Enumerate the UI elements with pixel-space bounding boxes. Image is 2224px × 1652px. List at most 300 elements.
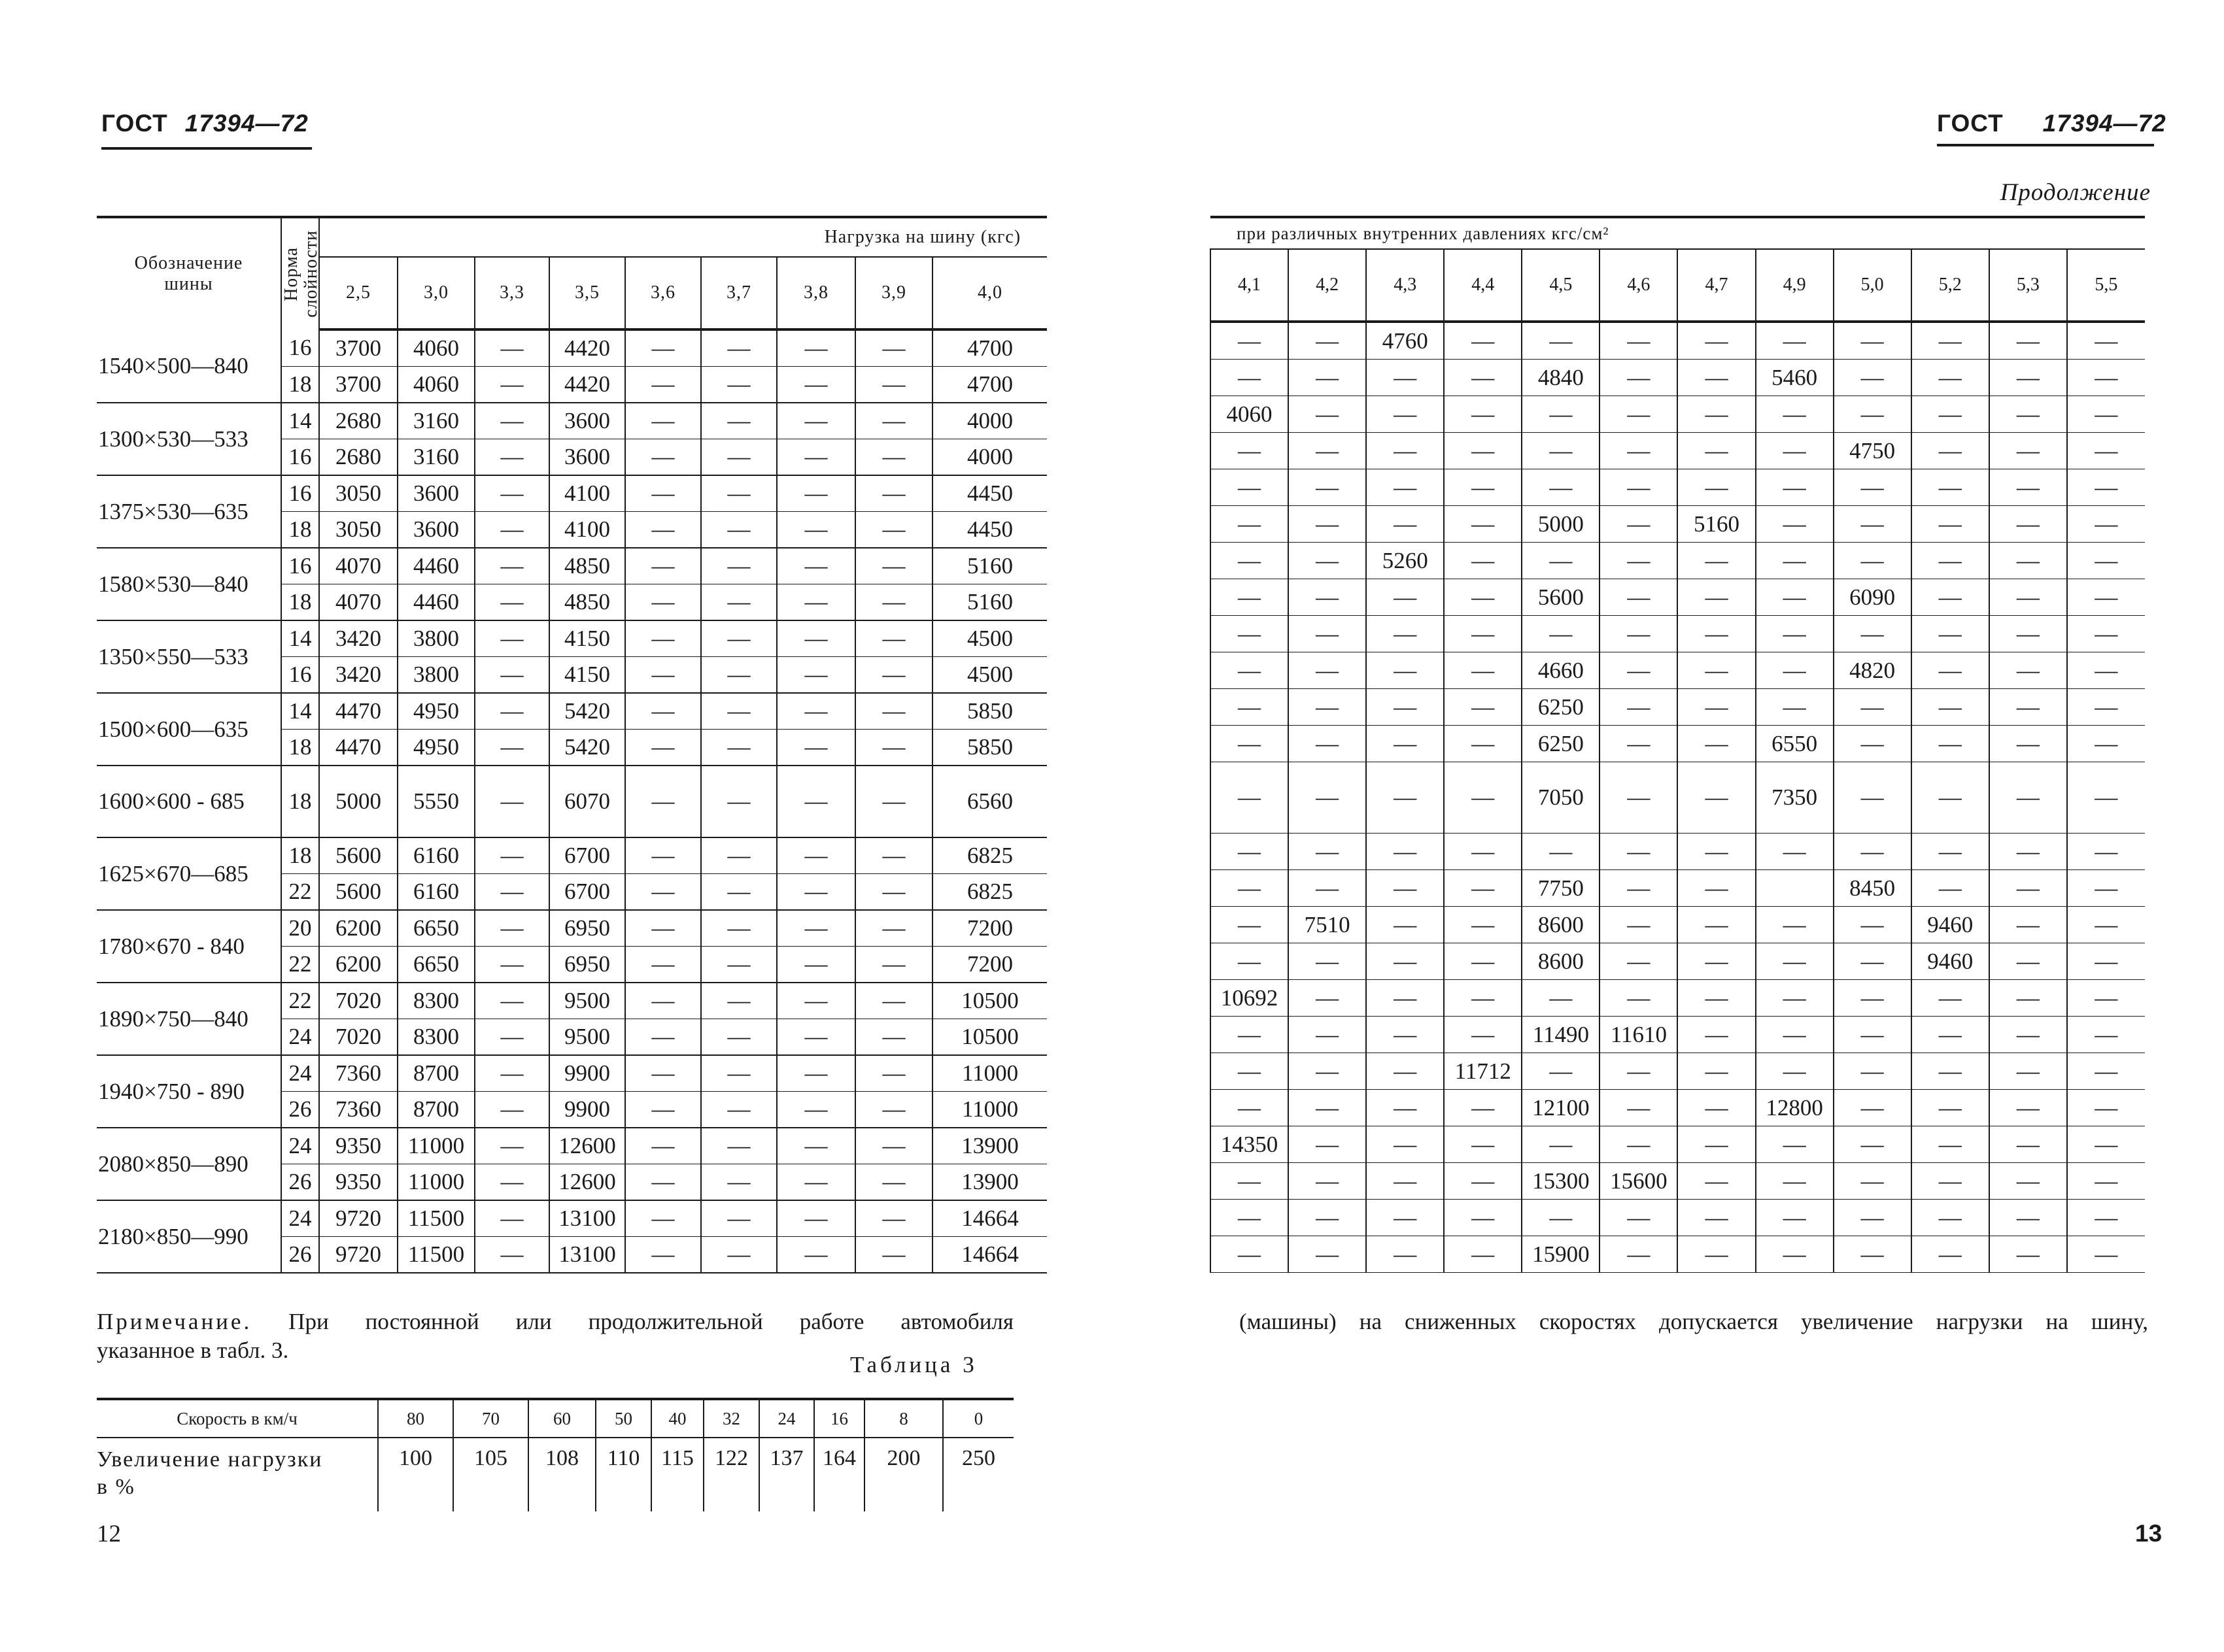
load-value: —	[701, 1055, 777, 1092]
load-value: —	[1911, 762, 1989, 834]
load-value: —	[777, 1237, 855, 1273]
pressure-caption: при различных внутренних давлениях кгс/см²	[1210, 217, 2145, 249]
load-value: 15600	[1600, 1163, 1677, 1200]
load-value: 4100	[549, 475, 625, 512]
load-value: —	[1366, 1053, 1444, 1090]
load-value: 3050	[319, 512, 398, 548]
increase-value: 110	[596, 1438, 651, 1511]
tire-designation: 1600×600 - 685	[97, 766, 281, 837]
load-value: —	[1600, 907, 1677, 943]
ply-rating: 24	[281, 1200, 319, 1237]
load-value: —	[1677, 726, 1755, 762]
load-value: —	[701, 910, 777, 947]
tire-designation: 1500×600—635	[97, 693, 281, 766]
load-value: —	[475, 403, 549, 439]
load-value: 4460	[398, 584, 475, 621]
load-value: —	[475, 1164, 549, 1201]
load-value: —	[701, 947, 777, 983]
load-value: —	[1989, 616, 2067, 652]
load-value: —	[625, 837, 701, 874]
load-value: —	[1366, 689, 1444, 726]
load-value: —	[1989, 579, 2067, 616]
load-value: —	[1756, 1200, 1834, 1236]
tire-designation: 1625×670—685	[97, 837, 281, 910]
load-value: —	[1366, 579, 1444, 616]
load-value: —	[777, 1019, 855, 1056]
load-value: —	[1366, 433, 1444, 469]
load-value: —	[855, 766, 932, 837]
load-value: —	[475, 874, 549, 911]
load-value: —	[475, 730, 549, 766]
load-value: 6250	[1522, 689, 1600, 726]
tire-designation: 1540×500—840	[97, 329, 281, 403]
ply-rating: 26	[281, 1237, 319, 1273]
load-value: —	[1288, 1126, 1366, 1163]
load-value: —	[855, 439, 932, 476]
load-value: —	[625, 910, 701, 947]
load-value: 3600	[398, 475, 475, 512]
header-prefix: ГОСТ	[1937, 110, 2004, 137]
pressure-header: 5,5	[2067, 249, 2145, 322]
load-value: —	[1522, 1053, 1600, 1090]
load-value: —	[625, 1055, 701, 1092]
load-value: —	[1366, 616, 1444, 652]
load-value: 6825	[932, 874, 1047, 911]
load-value: 5000	[1522, 506, 1600, 543]
load-value: —	[475, 512, 549, 548]
load-value: —	[777, 475, 855, 512]
load-value: —	[777, 693, 855, 730]
load-value: —	[1210, 543, 1288, 579]
load-value: —	[1210, 1236, 1288, 1273]
pressure-header: 3,7	[701, 257, 777, 329]
increase-value: 105	[453, 1438, 528, 1511]
load-value: 5850	[932, 730, 1047, 766]
load-value: —	[1210, 726, 1288, 762]
load-value: 2680	[319, 403, 398, 439]
pressure-header: 5,0	[1834, 249, 1911, 322]
ply-rating: 26	[281, 1164, 319, 1201]
table-row	[1210, 1236, 2145, 1273]
table-row	[1210, 870, 2145, 907]
load-value: —	[855, 947, 932, 983]
table-row	[1210, 689, 2145, 726]
load-value: —	[1366, 1017, 1444, 1053]
speed-value: 70	[453, 1399, 528, 1438]
load-value: 5460	[1756, 360, 1834, 396]
increase-value: 108	[528, 1438, 596, 1511]
load-value: —	[777, 766, 855, 837]
table-row	[1210, 433, 2145, 469]
load-value: —	[1288, 396, 1366, 433]
load-value: —	[1210, 1163, 1288, 1200]
load-value: —	[1444, 762, 1522, 834]
ply-rating: 26	[281, 1092, 319, 1128]
load-value: —	[1756, 1053, 1834, 1090]
ply-rating: 14	[281, 403, 319, 439]
load-value: 4060	[1210, 396, 1288, 433]
load-value: —	[1600, 1090, 1677, 1126]
table-row	[1210, 943, 2145, 980]
load-value: —	[1444, 433, 1522, 469]
increase-value: 250	[943, 1438, 1014, 1511]
load-value: —	[1366, 1163, 1444, 1200]
load-value: —	[1677, 907, 1755, 943]
load-value: —	[1444, 652, 1522, 689]
load-value: —	[1989, 1163, 2067, 1200]
load-value: —	[1288, 1200, 1366, 1236]
load-value: —	[1600, 543, 1677, 579]
load-value: —	[1366, 652, 1444, 689]
load-value: —	[701, 475, 777, 512]
load-value: —	[1366, 726, 1444, 762]
table-row	[1210, 469, 2145, 506]
note-label: Примечание.	[97, 1309, 252, 1334]
pressure-header: 4,3	[1366, 249, 1444, 322]
load-value: —	[1677, 980, 1755, 1017]
load-value: —	[625, 693, 701, 730]
load-value: —	[1756, 943, 1834, 980]
load-value: —	[1210, 1090, 1288, 1126]
load-value: —	[1444, 469, 1522, 506]
load-table-left	[97, 216, 1047, 1273]
tire-designation: 1580×530—840	[97, 548, 281, 620]
load-value: —	[1677, 469, 1755, 506]
load-value: 4700	[932, 367, 1047, 403]
table-row	[1210, 1090, 2145, 1126]
increase-label-text: Увеличение нагрузки в %	[97, 1447, 323, 1499]
pressure-header: 3,8	[777, 257, 855, 329]
load-value: —	[1444, 834, 1522, 870]
load-value: —	[1444, 726, 1522, 762]
load-value: —	[855, 584, 932, 621]
load-value: —	[475, 657, 549, 694]
load-value: —	[1677, 652, 1755, 689]
load-value: —	[1366, 1200, 1444, 1236]
load-value: 6700	[549, 837, 625, 874]
table-row	[1210, 360, 2145, 396]
load-value: —	[1834, 726, 1911, 762]
header-rule	[1937, 144, 2154, 146]
load-value: —	[1911, 322, 1989, 360]
increase-value: 115	[651, 1438, 704, 1511]
load-value: —	[777, 1200, 855, 1237]
ply-rating: 22	[281, 874, 319, 911]
load-value: 4000	[932, 403, 1047, 439]
load-value: 14664	[932, 1200, 1047, 1237]
load-value: —	[1600, 1200, 1677, 1236]
load-value: —	[855, 657, 932, 694]
table-row	[1210, 834, 2145, 870]
ply-rating: 24	[281, 1055, 319, 1092]
load-value: —	[1834, 396, 1911, 433]
load-value: —	[1911, 1200, 1989, 1236]
speed-value: 8	[864, 1399, 943, 1438]
load-value: 6160	[398, 874, 475, 911]
load-value: —	[1911, 1126, 1989, 1163]
load-value: —	[475, 1128, 549, 1164]
load-value: 12800	[1756, 1090, 1834, 1126]
load-value: 4100	[549, 512, 625, 548]
page-number: 13	[2135, 1520, 2163, 1547]
load-value: —	[475, 1019, 549, 1056]
load-value: 7360	[319, 1092, 398, 1128]
load-value: 11000	[398, 1164, 475, 1201]
load-value: 13900	[932, 1128, 1047, 1164]
ply-rating: 18	[281, 837, 319, 874]
load-value: —	[1911, 870, 1989, 907]
load-value: —	[1834, 506, 1911, 543]
speed-load-table	[97, 1398, 1014, 1511]
load-value: 9500	[549, 1019, 625, 1056]
load-value: —	[777, 1128, 855, 1164]
load-value: —	[1366, 762, 1444, 834]
load-value: —	[855, 693, 932, 730]
load-value: —	[475, 947, 549, 983]
load-value: —	[1677, 543, 1755, 579]
load-value: 7050	[1522, 762, 1600, 834]
load-value: —	[625, 1200, 701, 1237]
load-value: —	[475, 329, 549, 367]
load-value: 7020	[319, 1019, 398, 1056]
load-value: 6550	[1756, 726, 1834, 762]
load-value: —	[1522, 980, 1600, 1017]
load-value: —	[855, 548, 932, 584]
load-value: —	[1756, 506, 1834, 543]
load-value: —	[1288, 1236, 1366, 1273]
speed-value: 24	[759, 1399, 814, 1438]
load-value: —	[2067, 506, 2145, 543]
table-row	[97, 1200, 1047, 1237]
load-value: —	[625, 983, 701, 1019]
load-value: —	[1834, 834, 1911, 870]
table-row	[97, 620, 1047, 657]
load-value: —	[1600, 322, 1677, 360]
load-value: 4420	[549, 329, 625, 367]
load-value: —	[701, 730, 777, 766]
load-value: 9350	[319, 1164, 398, 1201]
load-value: —	[1989, 360, 2067, 396]
load-value: —	[1834, 616, 1911, 652]
load-value: 9900	[549, 1055, 625, 1092]
load-value: 4760	[1366, 322, 1444, 360]
speed-value: 60	[528, 1399, 596, 1438]
load-value: —	[1600, 506, 1677, 543]
load-value: —	[1989, 1126, 2067, 1163]
load-value: —	[777, 439, 855, 476]
load-value: 4460	[398, 548, 475, 584]
ply-rating-label: Норма слойности	[281, 230, 321, 318]
speed-value: 32	[704, 1399, 759, 1438]
ply-rating: 14	[281, 620, 319, 657]
load-value: —	[625, 730, 701, 766]
page-number: 12	[97, 1521, 121, 1547]
load-value: 4070	[319, 548, 398, 584]
load-value: —	[1834, 907, 1911, 943]
load-value: —	[1989, 1236, 2067, 1273]
load-value: —	[625, 947, 701, 983]
load-value: —	[2067, 1126, 2145, 1163]
load-value: —	[777, 947, 855, 983]
load-value: —	[1210, 652, 1288, 689]
load-value: —	[1756, 1126, 1834, 1163]
load-value: —	[1600, 689, 1677, 726]
load-value: 3420	[319, 620, 398, 657]
load-value: —	[1444, 689, 1522, 726]
load-value: 4850	[549, 548, 625, 584]
load-value: 4500	[932, 620, 1047, 657]
table-row	[1210, 1053, 2145, 1090]
load-value: —	[1210, 762, 1288, 834]
load-value: —	[1677, 360, 1755, 396]
load-value: 4950	[398, 693, 475, 730]
load-value: 5420	[549, 693, 625, 730]
load-value: —	[1989, 943, 2067, 980]
load-value: —	[1210, 322, 1288, 360]
load-value: —	[1210, 943, 1288, 980]
table-row	[1210, 543, 2145, 579]
load-value: —	[1444, 1126, 1522, 1163]
load-value: —	[2067, 616, 2145, 652]
load-value: 9720	[319, 1237, 398, 1273]
load-value: —	[1677, 1090, 1755, 1126]
table-row	[97, 548, 1047, 584]
load-value: —	[701, 1128, 777, 1164]
load-value: —	[1210, 579, 1288, 616]
load-value: —	[1834, 543, 1911, 579]
load-value: 3600	[398, 512, 475, 548]
load-value: —	[2067, 543, 2145, 579]
load-value: 7360	[319, 1055, 398, 1092]
load-value: —	[1444, 1163, 1522, 1200]
load-value: —	[475, 910, 549, 947]
load-value: —	[1366, 907, 1444, 943]
load-value: —	[777, 1164, 855, 1201]
load-value: —	[2067, 1163, 2145, 1200]
load-value: —	[1911, 726, 1989, 762]
load-value: —	[1522, 834, 1600, 870]
speed-value: 80	[378, 1399, 453, 1438]
increase-value: 100	[378, 1438, 453, 1511]
increase-value: 200	[864, 1438, 943, 1511]
load-value: —	[1989, 1090, 2067, 1126]
load-value: 6825	[932, 837, 1047, 874]
load-value: —	[1600, 396, 1677, 433]
load-value: 10500	[932, 983, 1047, 1019]
load-value: —	[855, 730, 932, 766]
load-value: —	[1366, 870, 1444, 907]
note-line-1: При постоянной или продолжительной работе автомобиля	[288, 1309, 1014, 1334]
load-value: —	[2067, 1017, 2145, 1053]
load-value: 4950	[398, 730, 475, 766]
load-value: —	[1677, 396, 1755, 433]
load-value: —	[777, 1055, 855, 1092]
load-value: —	[777, 910, 855, 947]
load-value: —	[1677, 834, 1755, 870]
load-value: 11500	[398, 1200, 475, 1237]
load-value: —	[1989, 907, 2067, 943]
load-value: —	[625, 766, 701, 837]
load-header: Нагрузка на шину (кгс)	[319, 217, 1047, 257]
load-value: —	[1366, 360, 1444, 396]
load-value: 8450	[1834, 870, 1911, 907]
load-value: —	[1756, 469, 1834, 506]
load-value: —	[2067, 1053, 2145, 1090]
table-row	[97, 766, 1047, 837]
ply-rating: 18	[281, 766, 319, 837]
tire-designation: 1890×750—840	[97, 983, 281, 1055]
load-value: —	[777, 620, 855, 657]
load-value: —	[1288, 543, 1366, 579]
load-value: —	[1989, 834, 2067, 870]
load-value: —	[1444, 543, 1522, 579]
load-value: —	[1989, 1053, 2067, 1090]
pressure-header: 4,5	[1522, 249, 1600, 322]
load-value: —	[701, 403, 777, 439]
load-value: —	[475, 475, 549, 512]
note-line-2: указанное в табл. 3.	[97, 1338, 289, 1363]
load-value: —	[1756, 834, 1834, 870]
load-value: 3700	[319, 367, 398, 403]
load-value: —	[2067, 834, 2145, 870]
load-value: 4660	[1522, 652, 1600, 689]
increase-value: 122	[704, 1438, 759, 1511]
load-value: —	[625, 548, 701, 584]
load-value: —	[1677, 689, 1755, 726]
ply-rating: 18	[281, 584, 319, 621]
load-value: —	[1210, 433, 1288, 469]
load-value: —	[475, 439, 549, 476]
load-value: —	[1756, 652, 1834, 689]
load-value: 7200	[932, 947, 1047, 983]
load-value: —	[1288, 870, 1366, 907]
load-value: —	[701, 512, 777, 548]
load-value: —	[1444, 907, 1522, 943]
table-row	[1210, 726, 2145, 762]
load-value: —	[1834, 469, 1911, 506]
load-value: —	[1834, 943, 1911, 980]
load-value: —	[1600, 943, 1677, 980]
load-value: —	[1756, 907, 1834, 943]
load-value: 6200	[319, 910, 398, 947]
load-value: —	[1444, 616, 1522, 652]
increase-row	[97, 1438, 1014, 1511]
load-value: —	[475, 837, 549, 874]
load-value: —	[855, 1164, 932, 1201]
load-value: 4840	[1522, 360, 1600, 396]
load-value: —	[1210, 834, 1288, 870]
load-value: —	[1911, 1236, 1989, 1273]
ply-rating: 22	[281, 983, 319, 1019]
tire-designation: 1780×670 - 840	[97, 910, 281, 983]
load-value: —	[1288, 689, 1366, 726]
load-value: —	[475, 1055, 549, 1092]
load-value: —	[701, 367, 777, 403]
load-value: 3600	[549, 403, 625, 439]
pressure-header: 4,0	[932, 257, 1047, 329]
load-value: 6950	[549, 910, 625, 947]
load-value: —	[475, 548, 549, 584]
load-value: —	[1834, 1163, 1911, 1200]
load-value: —	[475, 1200, 549, 1237]
load-value: —	[625, 512, 701, 548]
table3-title: Таблица 3	[850, 1352, 978, 1377]
ply-rating-header	[281, 217, 319, 329]
load-value: —	[701, 1019, 777, 1056]
ply-rating: 24	[281, 1128, 319, 1164]
load-value: —	[1210, 360, 1288, 396]
load-value: 8300	[398, 983, 475, 1019]
